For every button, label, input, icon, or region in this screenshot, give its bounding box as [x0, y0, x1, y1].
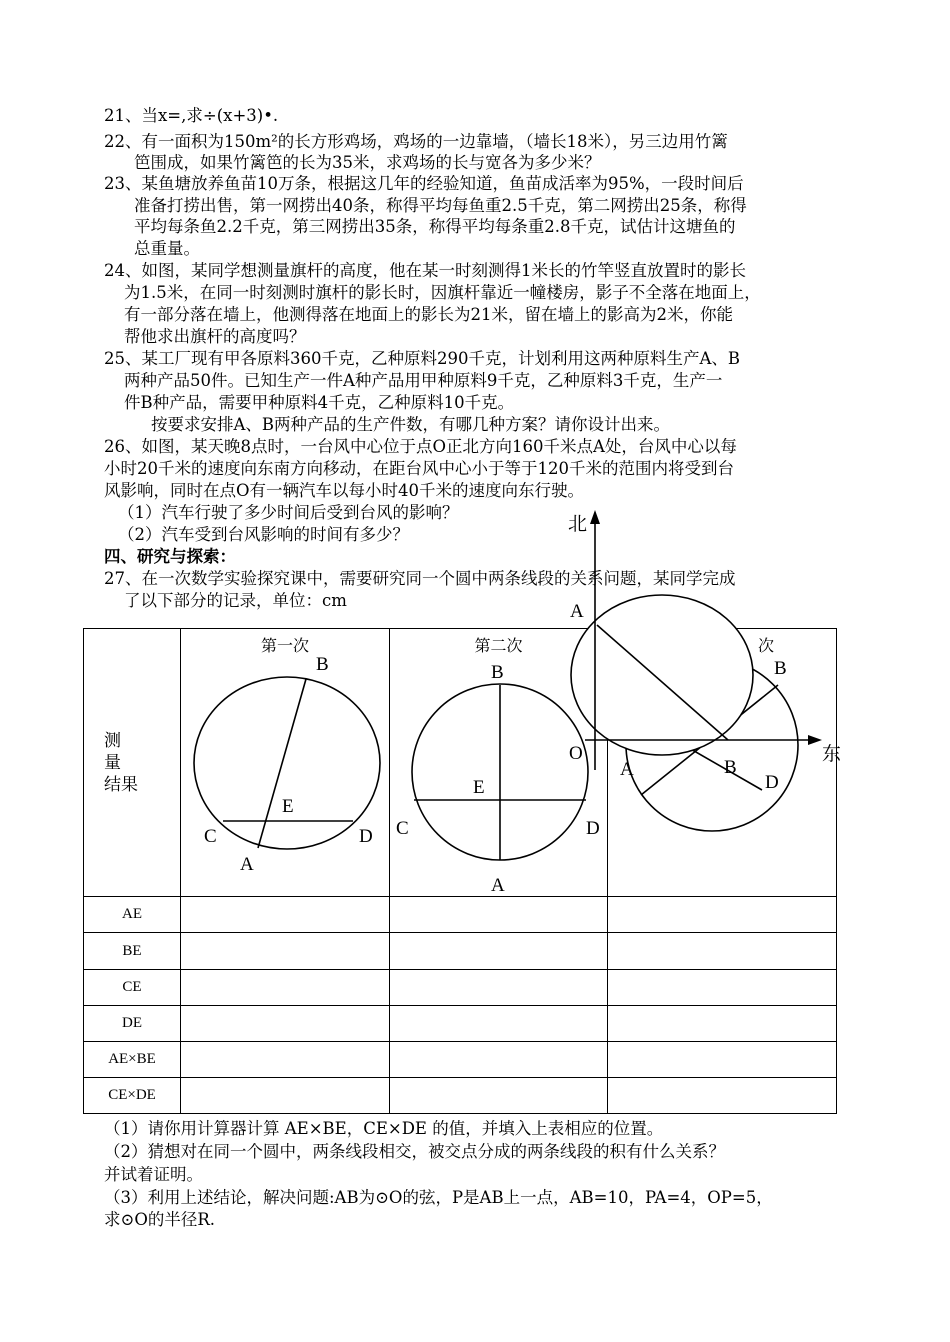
row-label-ae: AE — [84, 897, 181, 933]
section-heading: 四、研究与探索： — [104, 547, 236, 566]
question-24-line4: 帮他求出旗杆的高度吗？ — [124, 327, 306, 346]
label-c2-b: B — [491, 662, 504, 683]
label-c1-e: E — [282, 796, 294, 817]
row-label-ae-be: AE×BE — [84, 1042, 181, 1078]
question-25-line4: 按要求安排A、B两种产品的生产件数，有哪几种方案？请你设计出来。 — [151, 415, 671, 434]
label-c2-e: E — [473, 777, 485, 798]
header-first-label: 第一次 — [260, 636, 309, 655]
question-25-line1: 25、某工厂现有甲各原料360千克，乙种原料290千克，计划利用这两种原料生产A、B — [104, 349, 741, 368]
question-22-line1: 22、有一面积为150m²的长方形鸡场，鸡场的一边靠墙，（墙长18米），另三边用竹篱 — [104, 132, 728, 151]
measure-label-2: 量 — [104, 752, 121, 773]
label-c1-c: C — [204, 826, 217, 847]
label-c3-d: D — [765, 772, 779, 793]
row-label-ce-de: CE×DE — [84, 1078, 181, 1114]
followup-2-line2: 并试着证明。 — [104, 1165, 203, 1184]
row-label-ce: CE — [84, 970, 181, 1006]
label-c2-d: D — [586, 818, 600, 839]
question-26-line4: （1）汽车行驶了多少时间后受到台风的影响？ — [118, 503, 459, 522]
row-label-de: DE — [84, 1006, 181, 1042]
question-26-line3: 风影响，同时在点O有一辆汽车以每小时40千米的速度向东行驶。 — [104, 481, 585, 500]
question-27-line1: 27、在一次数学实验探究课中，需要研究同一个圆中两条线段的关系问题，某同学完成 — [104, 569, 736, 588]
chord-ab-1 — [258, 679, 306, 848]
question-26-line1: 26、如图，某天晚8点时，一台风中心位于点O正北方向160千米点A处，台风中心以每 — [104, 437, 737, 456]
north-arrow-icon — [590, 510, 600, 524]
question-26-line5: （2）汽车受到台风影响的时间有多少？ — [118, 525, 409, 544]
label-c3-b2: B — [724, 757, 737, 778]
question-22-line2: 笆围成，如果竹篱笆的长为35米，求鸡场的长与宽各为多少米？ — [134, 153, 601, 172]
question-27-line2: 了以下部分的记录，单位：cm — [124, 591, 347, 610]
followup-3-line1: （3）利用上述结论，解决问题:AB为⊙O的弦，P是AB上一点，AB=10，PA=4，OP=5， — [104, 1188, 773, 1207]
label-c3-a: A — [620, 759, 634, 780]
label-typhoon-a: A — [570, 601, 584, 622]
typhoon-figure — [571, 510, 822, 770]
measure-label-1: 测 — [104, 730, 121, 751]
question-21: 21、当x=,求÷(x+3)•. — [104, 106, 279, 125]
followup-3-line2: 求⊙O的半径R. — [104, 1210, 216, 1229]
label-c1-d: D — [359, 826, 373, 847]
circle-1 — [194, 677, 380, 849]
question-26-line2: 小时20千米的速度向东南方向移动，在距台风中心小于等于120千米的范围内将受到台 — [104, 459, 734, 478]
label-c1-b: B — [316, 654, 329, 675]
question-23-line3: 平均每条鱼2.2千克，第三网捞出35条，称得平均每条重2.8千克，试估计这塘鱼的 — [134, 217, 736, 236]
circle-figure-2 — [412, 684, 588, 860]
circle-figure-1 — [194, 677, 380, 849]
question-24-line3: 有一部分落在墙上，他测得落在地面上的影长为21米，留在墙上的影高为2米，你能 — [124, 305, 733, 324]
label-c3-b: B — [774, 658, 787, 679]
row-label-be: BE — [84, 933, 181, 970]
label-c1-a: A — [240, 854, 254, 875]
label-typhoon-o: O — [569, 743, 583, 764]
label-north: 北 — [568, 514, 588, 535]
question-23-line4: 总重量。 — [134, 239, 200, 258]
followup-2-line1: （2）猜想对在同一个圆中，两条线段相交，被交点分成的两条线段的积有什么关系？ — [104, 1142, 725, 1161]
question-25-line3: 件B种产品，需要甲种原料4千克，乙种原料10千克。 — [124, 393, 515, 412]
question-24-line2: 为1.5米，在同一时刻测时旗杆的影长时，因旗杆靠近一幢楼房，影子不全落在地面上， — [124, 283, 761, 302]
measure-label-3: 结果 — [104, 774, 138, 795]
followup-1: （1）请你用计算器计算 AE×BE，CE×DE 的值，并填入上表相应的位置。 — [104, 1119, 664, 1138]
header-second-label: 第二次 — [474, 636, 523, 655]
label-east: 东 — [822, 744, 842, 765]
question-24-line1: 24、如图，某同学想测量旗杆的高度，他在某一时刻测得1米长的竹竿竖直放置时的影长 — [104, 261, 746, 280]
question-23-line2: 准备打捞出售，第一网捞出40条，称得平均每鱼重2.5千克，第二网捞出25条，称得 — [134, 196, 747, 215]
question-25-line2: 两种产品50件。已知生产一件A种产品用甲种原料9千克，乙种原料3千克，生产一 — [124, 371, 723, 390]
typhoon-circle — [571, 595, 753, 755]
label-c2-a: A — [491, 875, 505, 896]
label-c2-c: C — [396, 818, 409, 839]
header-third-label: 次 — [757, 636, 774, 655]
east-arrow-icon — [808, 735, 822, 745]
question-23-line1: 23、某鱼塘放养鱼苗10万条，根据这几年的经验知道，鱼苗成活率为95%，一段时间后 — [104, 174, 744, 193]
